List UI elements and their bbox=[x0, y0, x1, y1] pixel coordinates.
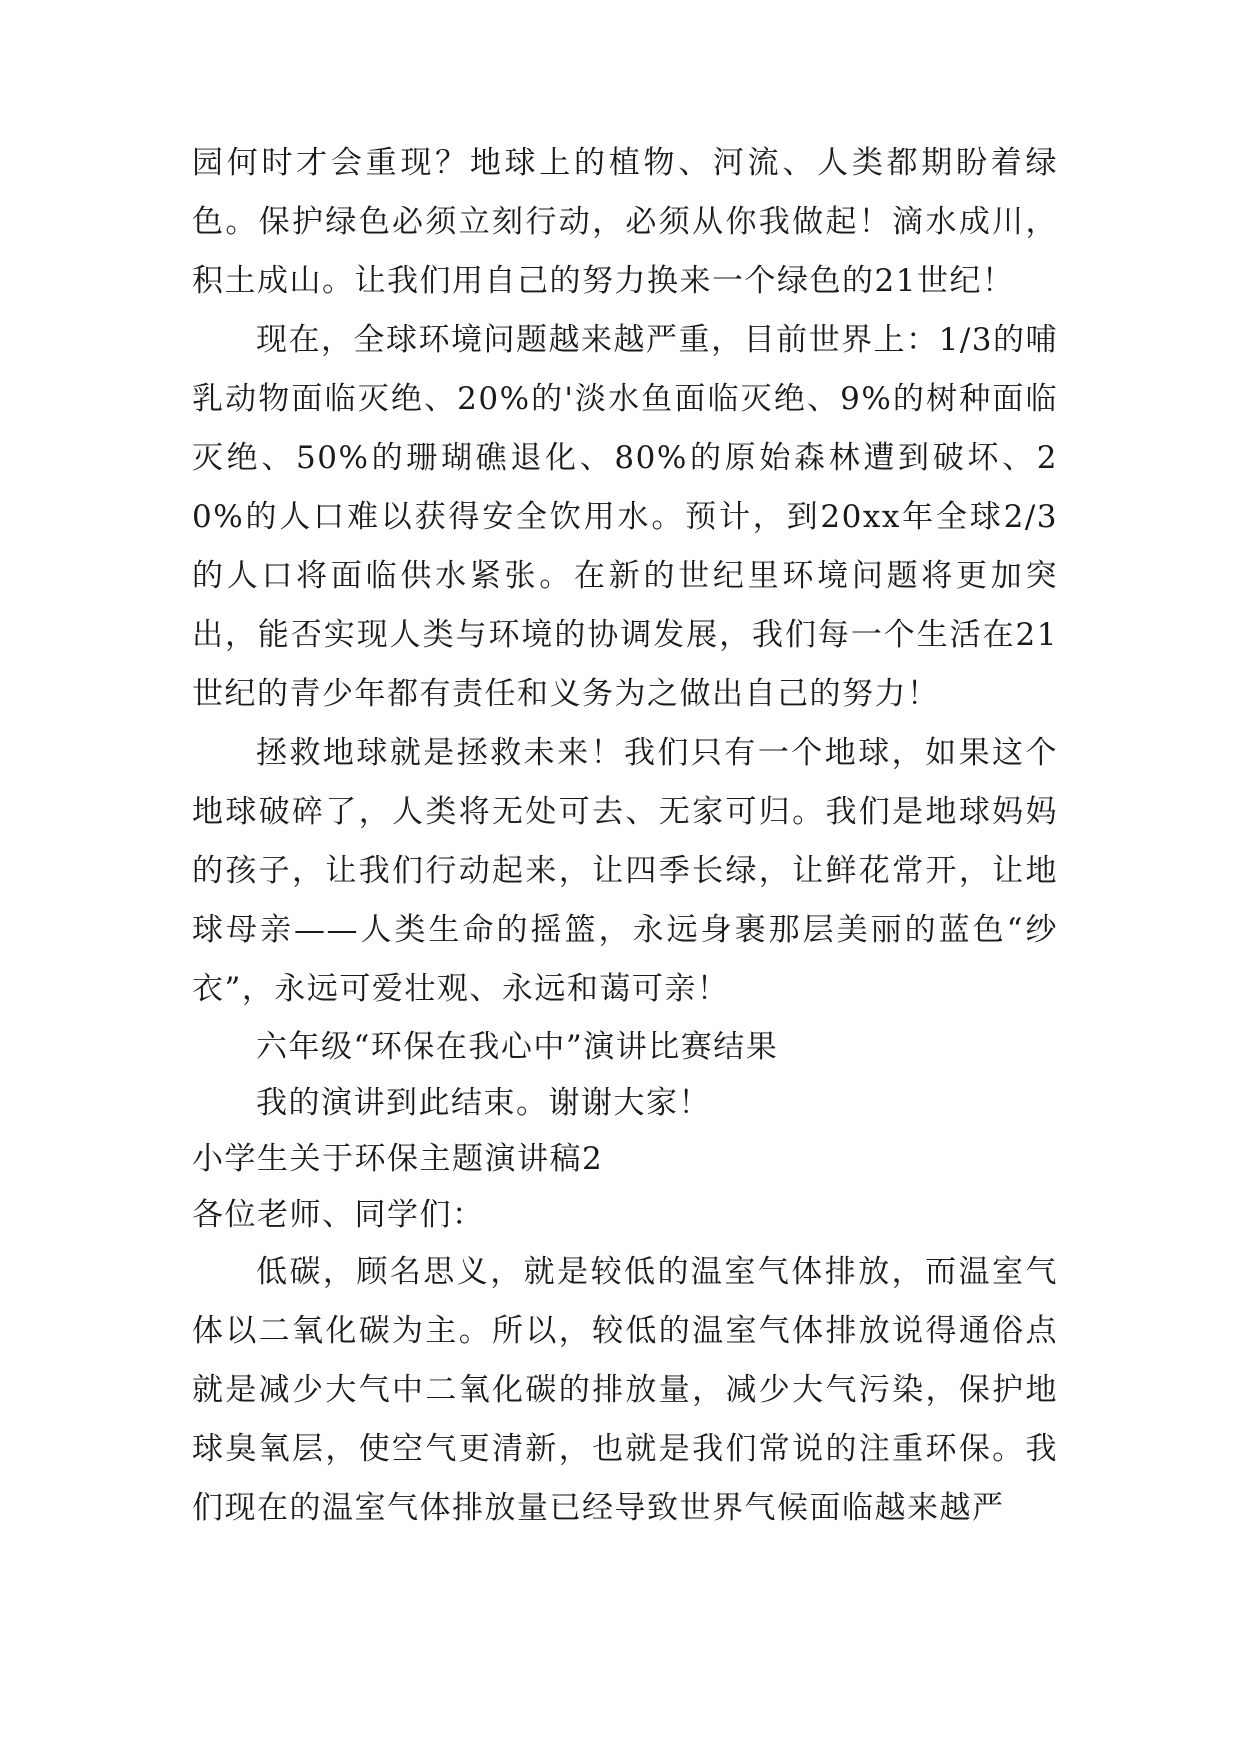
paragraph-closing: 我的演讲到此结束。谢谢大家！ bbox=[256, 1085, 711, 1121]
salutation: 各位老师、同学们： bbox=[192, 1197, 485, 1233]
paragraph-low-carbon: 低碳，顾名思义，就是较低的温室气体排放，而温室气体以二氧化碳为主。所以，较低的温室气体排放说得通俗点就是减少大气中二氧化碳的排放量，减少大气污染，保护地球臭氧层，使空气更清新，也就是我们常说的注重环保。我们现在的温室气体排放量已经导致世界气候面临越来越严 bbox=[192, 1254, 1058, 1526]
section-heading: 小学生关于环保主题演讲稿2 bbox=[192, 1141, 604, 1177]
paragraph-save-earth: 拯救地球就是拯救未来！我们只有一个地球，如果这个地球破碎了，人类将无处可去、无家可归。我们是地球妈妈的孩子，让我们行动起来，让四季长绿，让鲜花常开，让地球母亲——人类生命的摇篮，永远身裹那层美丽的蓝色“纱衣”，永远可爱壮观、永远和蔼可亲！ bbox=[192, 735, 1058, 1007]
paragraph-environment-statistics: 现在，全球环境问题越来越严重，目前世界上：1/3的哺乳动物面临灭绝、20%的'淡水鱼面临灭绝、9%的树种面临灭绝、50%的珊瑚礁退化、80%的原始森林遭到破坏、20%的人口难以获得安全饮用水。预计，到20xx年全球2/3的人口将面临供水紧张。在新的世纪里环境问题将更加突出，能否实现人类与环境的协调发展，我们每一个生活在21世纪的青少年都有责任和义务为之做出自己的努力！ bbox=[192, 322, 1058, 712]
paragraph-continuation: 园何时才会重现？地球上的植物、河流、人类都期盼着绿色。保护绿色必须立刻行动，必须从你我做起！滴水成川，积土成山。让我们用自己的努力换来一个绿色的21世纪！ bbox=[192, 145, 1058, 299]
paragraph-contest-result: 六年级“环保在我心中”演讲比赛结果 bbox=[256, 1029, 779, 1065]
document-body bbox=[192, 134, 1058, 1538]
